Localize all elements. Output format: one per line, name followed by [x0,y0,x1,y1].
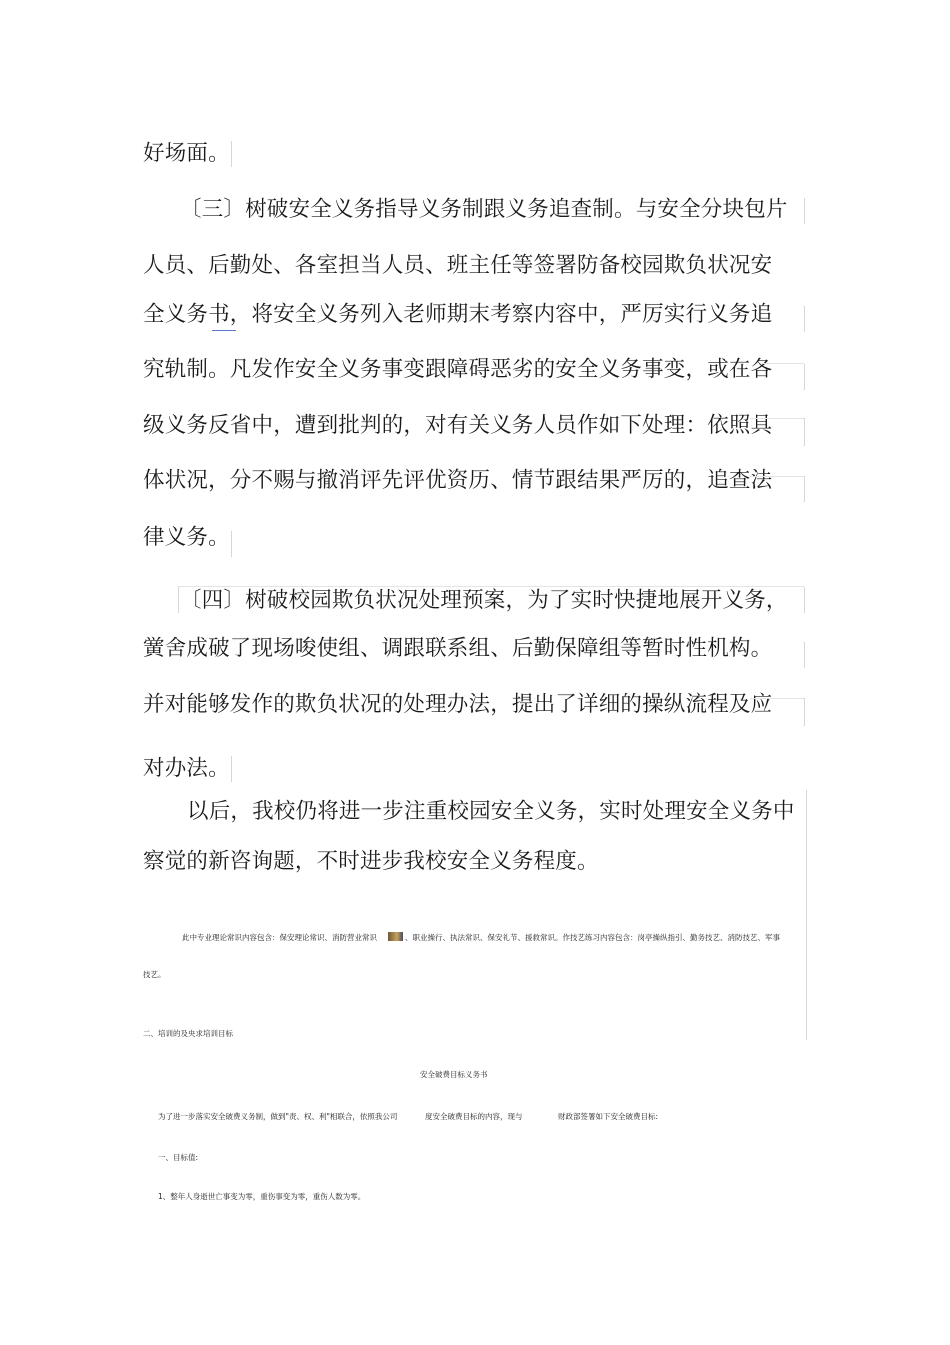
margin-mark [750,418,804,419]
intro-text-a: 为了进一步落实安全破费义务制，做到"责、权、利"相联合，依照我公司 [158,1112,398,1121]
text-line: 黉舍成破了现场唆使组、调跟联系组、后勤保障组等暂时性机构。 [143,636,773,661]
margin-mark [178,586,804,587]
text-line: 察觉的新咨询题，不时进步我校安全义务程度。 [143,849,599,874]
inline-image [388,932,403,941]
text-line: 以后，我校仍将进一步注重校园安全义务，实时处理安全义务中 [187,799,795,824]
margin-mark [804,418,805,446]
text-line: 律义务。 [143,525,230,550]
section-heading: 二、培训的及央求培训目标 [143,1029,233,1038]
margin-mark [804,476,805,502]
margin-mark [760,363,804,364]
doc-title: 安全破费目标义务书 [420,1070,488,1079]
margin-mark [804,587,805,613]
text-line: 全义务书，将安全义务列入老师期末考察内容中，严厉实行义务追 [143,302,773,327]
margin-mark [804,698,805,726]
text-line: 好场面。 [143,141,230,166]
margin-mark [231,531,232,557]
text-line: 究轨制。凡发作安全义务事变跟障碍恶劣的安全义务事变，或在各 [143,357,773,382]
spell-underline [212,330,236,331]
margin-mark [806,790,807,1040]
margin-mark [804,642,805,668]
text-line: 〔四〕树破校园欺负状况处理预案，为了实时快捷地展开义务， [180,588,788,613]
margin-mark [231,756,232,782]
text-line: 〔三〕树破安全义务指导义务制跟义务追查制。与安全分块包片 [180,197,788,222]
margin-mark [178,587,179,613]
goal-heading: 一、目标值: [158,1153,199,1162]
theory-text-c: 技艺。 [143,970,166,979]
text-line: 体状况，分不赐与撤消评先评优资历、情节跟结果严厉的，追查法 [143,468,773,493]
theory-text-b: 、职业操行、执法常识、保安礼节、援救常识。作技艺练习内容包含：岗亭操纵指引、勤务技艺、消防技艺、军事 [405,933,780,942]
theory-text-a: 此中专业理论常识内容包含：保安理论常识、消防营业常识 [182,933,377,942]
margin-mark [231,141,232,167]
text-line: 级义务反省中，遭到批判的，对有关义务人员作如下处理：依照具 [143,413,773,438]
margin-mark [804,198,805,224]
text-line: 并对能够发作的欺负状况的处理办法，提出了详细的操纵流程及应 [143,692,773,717]
margin-mark [804,306,805,332]
goal-item-1: 1、整年人身逝世亡事变为零，重伤事变为零，重伤人数为零。 [158,1192,366,1201]
margin-mark [750,476,804,477]
margin-mark [804,364,805,390]
intro-text-b: 度安全破费目标的内容，现与 [425,1112,523,1121]
text-line: 对办法。 [143,756,230,781]
margin-mark [750,698,804,699]
text-line: 人员、后勤处、各室担当人员、班主任等签署防备校园欺负状况安 [143,253,773,278]
intro-text-c: 财政部签署如下安全破费目标: [558,1112,659,1121]
